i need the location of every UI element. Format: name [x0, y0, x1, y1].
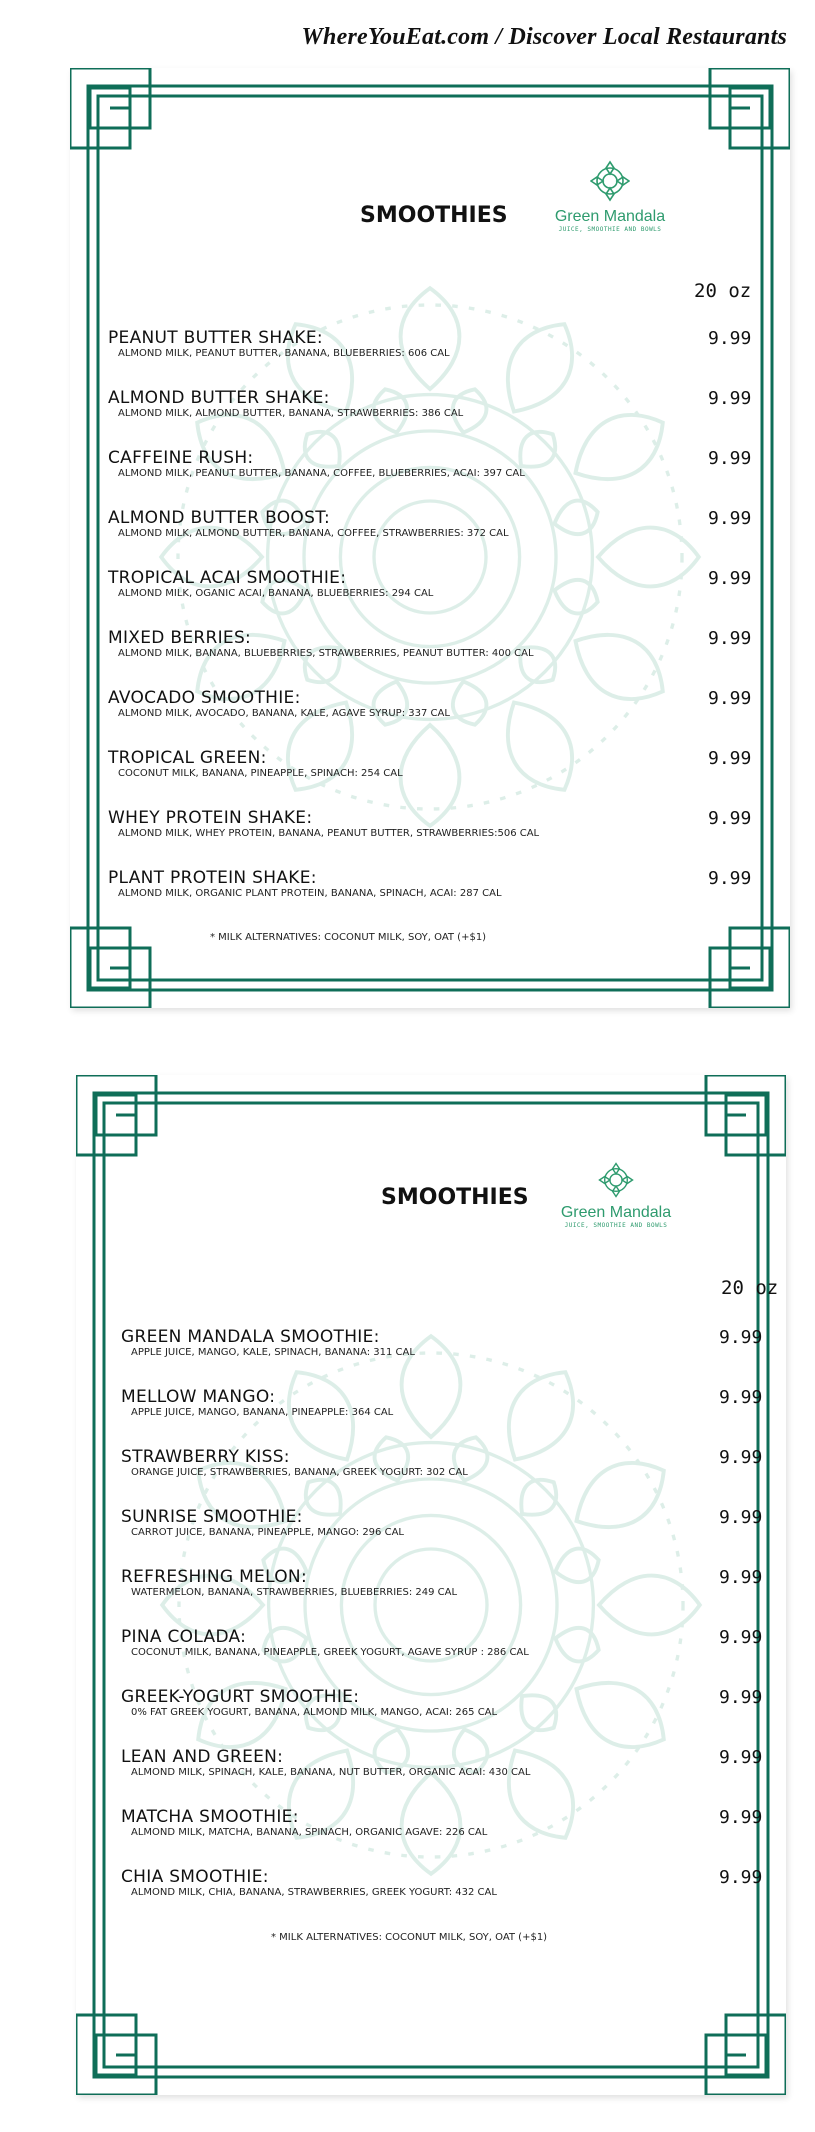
item-description: 0% FAT GREEK YOGURT, BANANA, ALMOND MILK, MANGO, ACAI: 265 CAL — [131, 1707, 498, 1718]
item-name: TROPICAL GREEN: — [108, 748, 267, 768]
item-description: ORANGE JUICE, STRAWBERRIES, BANANA, GREEK YOGURT: 302 CAL — [131, 1467, 468, 1478]
menu-item — [108, 448, 752, 508]
item-name: MATCHA SMOOTHIE: — [121, 1807, 299, 1827]
item-description: APPLE JUICE, MANGO, BANANA, PINEAPPLE: 364 CAL — [131, 1407, 394, 1418]
item-description: COCONUT MILK, BANANA, PINEAPPLE, GREEK YOGURT, AGAVE SYRUP : 286 CAL — [131, 1647, 529, 1658]
item-name: MIXED BERRIES: — [108, 628, 252, 648]
item-name: CAFFEINE RUSH: — [108, 448, 254, 468]
item-price: 9.99 — [708, 388, 752, 409]
item-price: 9.99 — [719, 1687, 763, 1708]
item-name: STRAWBERRY KISS: — [121, 1447, 290, 1467]
menu-item — [108, 508, 752, 568]
item-name: ALMOND BUTTER BOOST: — [108, 508, 331, 528]
item-price: 9.99 — [708, 448, 752, 469]
item-description: ALMOND MILK, OGANIC ACAI, BANANA, BLUEBERRIES: 294 CAL — [118, 588, 434, 599]
item-price: 9.99 — [708, 328, 752, 349]
size-label: 20 oz — [721, 1277, 779, 1299]
item-price: 9.99 — [719, 1567, 763, 1588]
menu-card-2 — [76, 1075, 786, 2095]
item-name: GREEN MANDALA SMOOTHIE: — [121, 1327, 380, 1347]
item-price: 9.99 — [719, 1447, 763, 1468]
logo-name: Green Mandala — [554, 208, 666, 225]
item-description: ALMOND MILK, ALMOND BUTTER, BANANA, COFFEE, STRAWBERRIES: 372 CAL — [118, 528, 509, 539]
item-price: 9.99 — [708, 688, 752, 709]
milk-alternatives-note: * MILK ALTERNATIVES: COCONUT MILK, SOY, OAT (+$1) — [210, 932, 487, 943]
size-label: 20 oz — [694, 280, 752, 302]
item-name: MELLOW MANGO: — [121, 1387, 276, 1407]
item-price: 9.99 — [719, 1327, 763, 1348]
item-description: ALMOND MILK, WHEY PROTEIN, BANANA, PEANUT BUTTER, STRAWBERRIES:506 CAL — [118, 828, 540, 839]
item-price: 9.99 — [708, 508, 752, 529]
menu-item — [108, 568, 752, 628]
item-description: ALMOND MILK, PEANUT BUTTER, BANANA, COFFEE, BLUEBERRIES, ACAI: 397 CAL — [118, 468, 525, 479]
menu-item — [121, 1867, 761, 1927]
menu-card-1 — [70, 68, 790, 1008]
item-name: ALMOND BUTTER SHAKE: — [108, 388, 330, 408]
item-description: ALMOND MILK, MATCHA, BANANA, SPINACH, ORGANIC AGAVE: 226 CAL — [131, 1827, 488, 1838]
menu-item — [121, 1447, 761, 1507]
menu-item — [121, 1807, 761, 1867]
item-price: 9.99 — [708, 628, 752, 649]
site-header: WhereYouEat.com / Discover Local Restaurants — [301, 24, 787, 50]
item-name: AVOCADO SMOOTHIE: — [108, 688, 301, 708]
logo-name: Green Mandala — [560, 1204, 672, 1221]
item-name: PLANT PROTEIN SHAKE: — [108, 868, 317, 888]
item-description: ALMOND MILK, PEANUT BUTTER, BANANA, BLUEBERRIES: 606 CAL — [118, 348, 450, 359]
item-description: CARROT JUICE, BANANA, PINEAPPLE, MANGO: 296 CAL — [131, 1527, 404, 1538]
menu-item — [121, 1747, 761, 1807]
item-name: WHEY PROTEIN SHAKE: — [108, 808, 313, 828]
brand-logo — [540, 158, 680, 233]
menu-item — [108, 688, 752, 748]
item-description: COCONUT MILK, BANANA, PINEAPPLE, SPINACH: 254 CAL — [118, 768, 403, 779]
menu-item — [108, 388, 752, 448]
menu-item — [121, 1567, 761, 1627]
green-mandala-logo-icon — [598, 1160, 634, 1200]
item-price: 9.99 — [708, 748, 752, 769]
menu-title: SMOOTHIES — [360, 203, 508, 228]
item-price: 9.99 — [719, 1807, 763, 1828]
item-description: ALMOND MILK, ALMOND BUTTER, BANANA, STRAWBERRIES: 386 CAL — [118, 408, 464, 419]
item-price: 9.99 — [719, 1747, 763, 1768]
item-name: REFRESHING MELON: — [121, 1567, 307, 1587]
item-description: ALMOND MILK, SPINACH, KALE, BANANA, NUT BUTTER, ORGANIC ACAI: 430 CAL — [131, 1767, 531, 1778]
brand-logo — [546, 1160, 686, 1229]
item-price: 9.99 — [719, 1387, 763, 1408]
item-description: ALMOND MILK, BANANA, BLUEBERRIES, STRAWBERRIES, PEANUT BUTTER: 400 CAL — [118, 648, 534, 659]
menu-item — [121, 1507, 761, 1567]
menu-item — [108, 808, 752, 868]
green-mandala-logo-icon — [590, 158, 630, 204]
item-name: PEANUT BUTTER SHAKE: — [108, 328, 323, 348]
item-name: PINA COLADA: — [121, 1627, 247, 1647]
item-price: 9.99 — [708, 868, 752, 889]
item-price: 9.99 — [708, 568, 752, 589]
item-name: GREEK-YOGURT SMOOTHIE: — [121, 1687, 360, 1707]
item-name: TROPICAL ACAI SMOOTHIE: — [108, 568, 347, 588]
item-description: APPLE JUICE, MANGO, KALE, SPINACH, BANANA: 311 CAL — [131, 1347, 415, 1358]
milk-alternatives-note: * MILK ALTERNATIVES: COCONUT MILK, SOY, OAT (+$1) — [271, 1932, 548, 1943]
menu-title: SMOOTHIES — [381, 1185, 529, 1210]
logo-tagline: JUICE, SMOOTHIE AND BOWLS — [558, 226, 662, 233]
menu-item — [108, 748, 752, 808]
menu-item — [108, 328, 752, 388]
item-price: 9.99 — [708, 808, 752, 829]
item-description: WATERMELON, BANANA, STRAWBERRIES, BLUEBERRIES: 249 CAL — [131, 1587, 458, 1598]
item-name: SUNRISE SMOOTHIE: — [121, 1507, 303, 1527]
menu-item-list — [108, 328, 752, 928]
logo-tagline: JUICE, SMOOTHIE AND BOWLS — [564, 1222, 668, 1229]
menu-item — [108, 628, 752, 688]
item-description: ALMOND MILK, ORGANIC PLANT PROTEIN, BANANA, SPINACH, ACAI: 287 CAL — [118, 888, 502, 899]
item-price: 9.99 — [719, 1507, 763, 1528]
menu-item — [121, 1327, 761, 1387]
item-name: LEAN AND GREEN: — [121, 1747, 284, 1767]
item-description: ALMOND MILK, CHIA, BANANA, STRAWBERRIES, GREEK YOGURT: 432 CAL — [131, 1887, 497, 1898]
item-description: ALMOND MILK, AVOCADO, BANANA, KALE, AGAVE SYRUP: 337 CAL — [118, 708, 450, 719]
menu-item — [121, 1627, 761, 1687]
menu-item-list — [121, 1327, 761, 1927]
menu-item — [108, 868, 752, 928]
item-name: CHIA SMOOTHIE: — [121, 1867, 269, 1887]
item-price: 9.99 — [719, 1867, 763, 1888]
menu-item — [121, 1387, 761, 1447]
item-price: 9.99 — [719, 1627, 763, 1648]
menu-item — [121, 1687, 761, 1747]
